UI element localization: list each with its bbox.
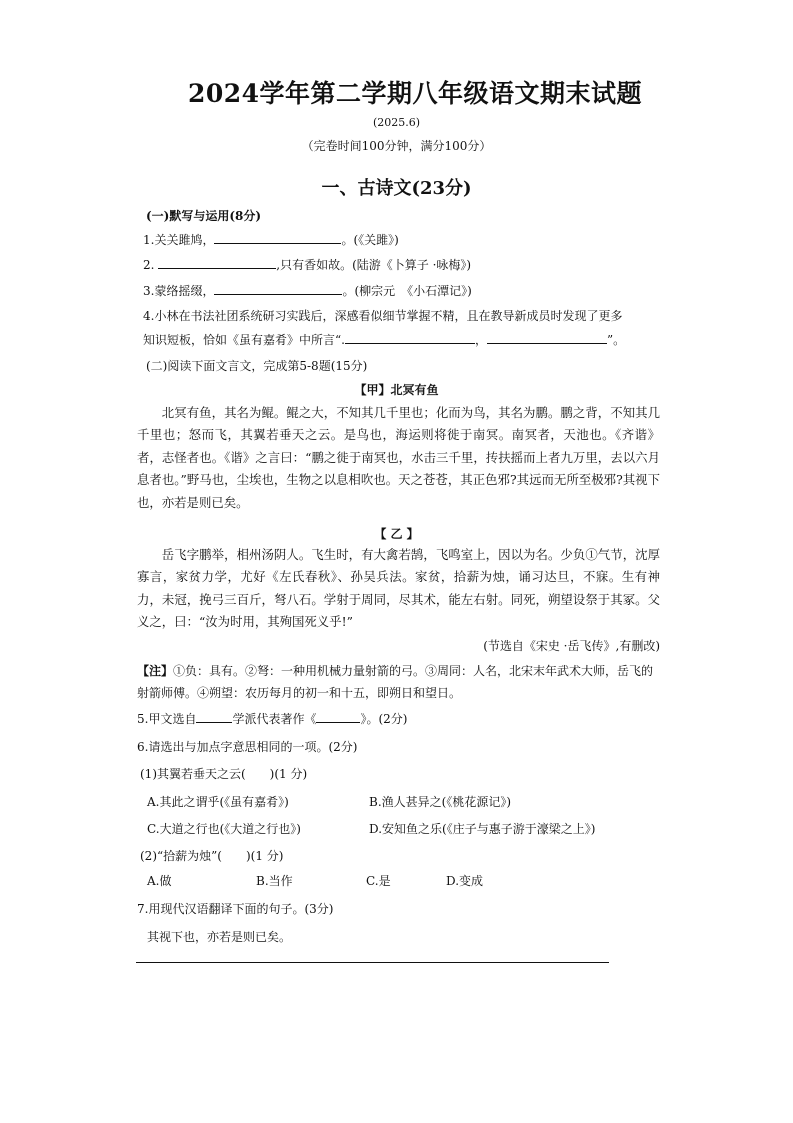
exam-date: (2025.6): [372, 116, 421, 129]
q4-text-pre: 知识短板，恰如《虽有嘉肴》中所言“.: [143, 333, 345, 347]
part2-heading: (二)阅读下面文言文，完成第5-8题(15分): [146, 359, 368, 373]
q6-sub2-option-a[interactable]: A.做: [147, 874, 172, 888]
question-3: [143, 282, 472, 299]
q6-sub1-option-c[interactable]: C.大道之行也(《大道之行也》): [147, 822, 301, 836]
annotation-note: [137, 660, 660, 704]
q4-text-mid: ，: [474, 333, 487, 347]
section-heading: 一、古诗文(23分): [321, 178, 472, 199]
passage-a-title: 【甲】北冥有鱼: [354, 383, 439, 397]
question-4-line2: [143, 331, 625, 348]
question-1: [143, 231, 399, 248]
question-7-stem: 7.用现代汉语翻译下面的句子。(3分): [137, 902, 334, 916]
q6-sub1-option-a[interactable]: A.其此之谓乎(《虽有嘉肴》): [147, 795, 289, 809]
q5-answer-blank-2[interactable]: [316, 710, 360, 723]
note-tag: 【注】: [137, 664, 174, 678]
exam-title: 2024学年第二学期八年级语文期末试题: [187, 79, 643, 108]
q7-answer-line[interactable]: [136, 962, 609, 963]
question-2: [143, 256, 471, 273]
q5-answer-blank-1[interactable]: [196, 710, 232, 723]
q4-text-post: ”。: [606, 333, 626, 347]
q1-text-post: 。(《关雎》): [341, 233, 399, 247]
passage-b-title: 【 乙 】: [374, 527, 419, 541]
q6-sub2-option-d[interactable]: D.变成: [446, 874, 484, 888]
passage-b-text: 岳飞字鹏举，相州汤阴人。飞生时，有大禽若鹄，飞鸣室上，因以为名。少负①气节，沈厚寡言，家贫力学，尤好《左氏春秋》、孙吴兵法。家贫，拾薪为烛，诵习达旦，不寐。生有神力，未冠，挽弓三百斤，弩八石。学射于周同，尽其术，能左右射。同死，朔望设祭于其冢。父义之，曰：“汝为时用，其殉国死义乎!”: [137, 547, 660, 630]
passage-b: [137, 544, 660, 634]
q2-text-pre: 2.: [143, 258, 159, 272]
q4-answer-blank-2[interactable]: [487, 331, 607, 344]
exam-timing: （完卷时间100分钟，满分100分）: [301, 139, 492, 153]
passage-a-text: 北冥有鱼，其名为鲲。鲲之大，不知其几千里也；化而为鸟，其名为鹏。鹏之背，不知其几千里也；怒而飞，其翼若垂天之云。是鸟也，海运则将徙于南冥。南冥者，天池也。《齐谐》者，志怪者也。《谐》之言曰：“鹏之徙于南冥也，水击三千里，抟扶摇而上者九万里，去以六月息者也。”野马也，尘埃也，生物之以息相吹也。天之苍苍，其正色邪?其远而无所至极邪?其视下也，亦若是则已矣。: [137, 405, 660, 510]
q6-sub1-option-d[interactable]: D.安知鱼之乐(《庄子与惠子游于濠梁之上》): [369, 822, 596, 836]
question-6-sub1: (1)其翼若垂天之云( )(1 分): [140, 767, 308, 781]
q5-text-post: 》。(2分): [360, 712, 408, 726]
question-6-sub2: (2)“拾薪为烛”( )(1 分): [140, 849, 284, 863]
question-4-line1: 4.小林在书法社团系统研习实践后，深感看似细节掌握不精，且在教导新成员时发现了更多: [143, 309, 623, 323]
q4-answer-blank-1[interactable]: [345, 331, 475, 344]
q6-sub1-option-b[interactable]: B.渔人甚异之(《桃花源记》): [369, 795, 511, 809]
question-6-stem: 6.请选出与加点字意思相同的一项。(2分): [137, 740, 358, 754]
passage-a: [137, 402, 660, 514]
q2-text-post: ,只有香如故。(陆游《卜算子 ·咏梅》): [276, 258, 472, 272]
q3-answer-blank[interactable]: [214, 282, 342, 295]
q6-sub2-option-c[interactable]: C.是: [366, 874, 391, 888]
q2-answer-blank[interactable]: [158, 256, 276, 269]
q5-text-mid: 学派代表著作《: [232, 712, 317, 726]
q3-text-pre: 3.蒙络摇缀，: [143, 284, 215, 298]
question-7-sentence: 其视下也，亦若是则已矣。: [147, 930, 292, 944]
q3-text-post: 。(柳宗元 《小石潭记》): [342, 284, 472, 298]
q6-sub2-option-b[interactable]: B.当作: [256, 874, 293, 888]
question-5: [137, 710, 407, 727]
q5-text-pre: 5.甲文选自: [137, 712, 197, 726]
q1-answer-blank[interactable]: [214, 231, 341, 244]
passage-b-source: (节选自《宋史 ·岳飞传》,有删改): [483, 639, 660, 653]
q1-text-pre: 1.关关雎鸠，: [143, 233, 215, 247]
note-text: ①负：具有。②弩：一种用机械力量射箭的弓。③周同：人名，北宋末年武术大师，岳飞的射箭师傅。④朔望：农历每月的初一和十五，即朔日和望日。: [137, 664, 654, 700]
part1-heading: (一)默写与运用(8分): [146, 209, 262, 223]
